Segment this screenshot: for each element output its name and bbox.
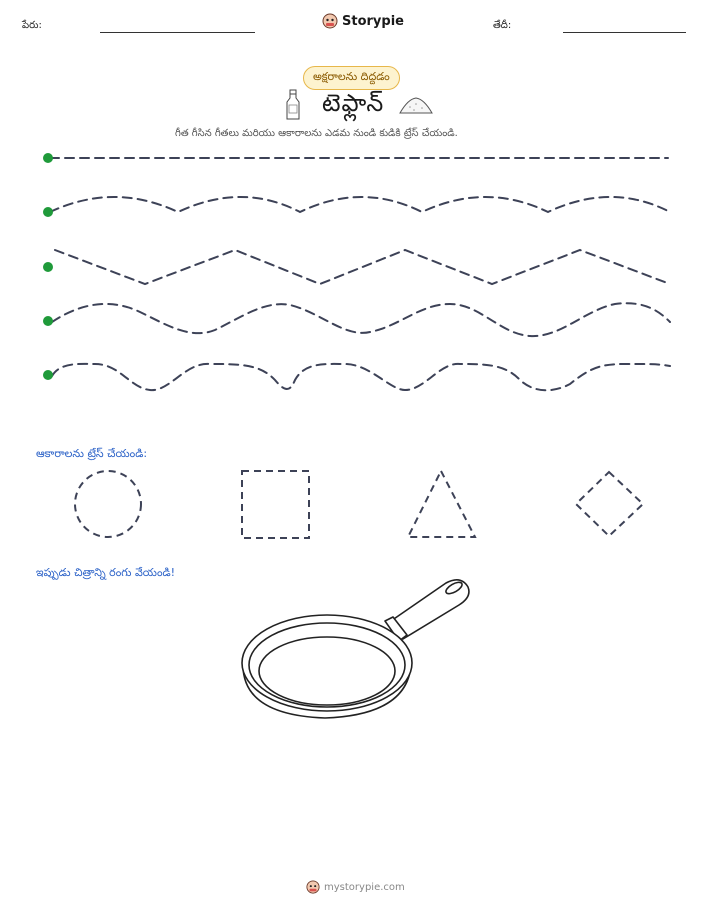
footer [306,880,405,894]
footer-site[interactable]: mystorypie.com [324,881,405,893]
name-field[interactable] [100,32,255,33]
trace-circle [75,471,141,537]
start-dot [43,207,53,217]
storypie-logo-icon [306,880,320,894]
start-dot [43,153,53,163]
frying-pan-illustration [235,575,475,735]
tracing-lines [0,140,709,400]
flour-pile-icon [398,95,434,117]
brand-logo [322,13,404,29]
trace-triangle [408,471,475,537]
instruction-text: గీత గీసిన గీతలు మరియు ఆకారాలను ఎడమ నుండి కుడికి ట్రేస్ చేయండి. [175,128,458,139]
shapes-heading: ఆకారాలను ట్రేస్ చేయండి: [36,447,148,460]
brand-name: Storypie [342,13,404,29]
start-dot [43,316,53,326]
milk-bottle-icon [285,89,301,121]
trace-line-zigzag [55,250,670,284]
date-field[interactable] [563,32,686,33]
storypie-logo-icon [322,13,338,29]
tracing-shapes [0,465,709,545]
date-label: తేదీ: [493,20,512,31]
start-dot [43,370,53,380]
trace-square [242,471,309,538]
page-title: టెఫ్లాన్ [322,89,385,117]
name-label: పేరు: [22,20,42,31]
trace-diamond [576,472,643,536]
trace-line-wave [52,303,670,336]
trace-line-bumps [52,364,670,390]
color-heading: ఇప్పుడు చిత్రాన్ని రంగు వేయండి! [36,566,176,579]
topic-badge: అక్షరాలను దిద్దడం [303,66,400,90]
start-dot [43,262,53,272]
trace-line-arcs [50,197,670,212]
